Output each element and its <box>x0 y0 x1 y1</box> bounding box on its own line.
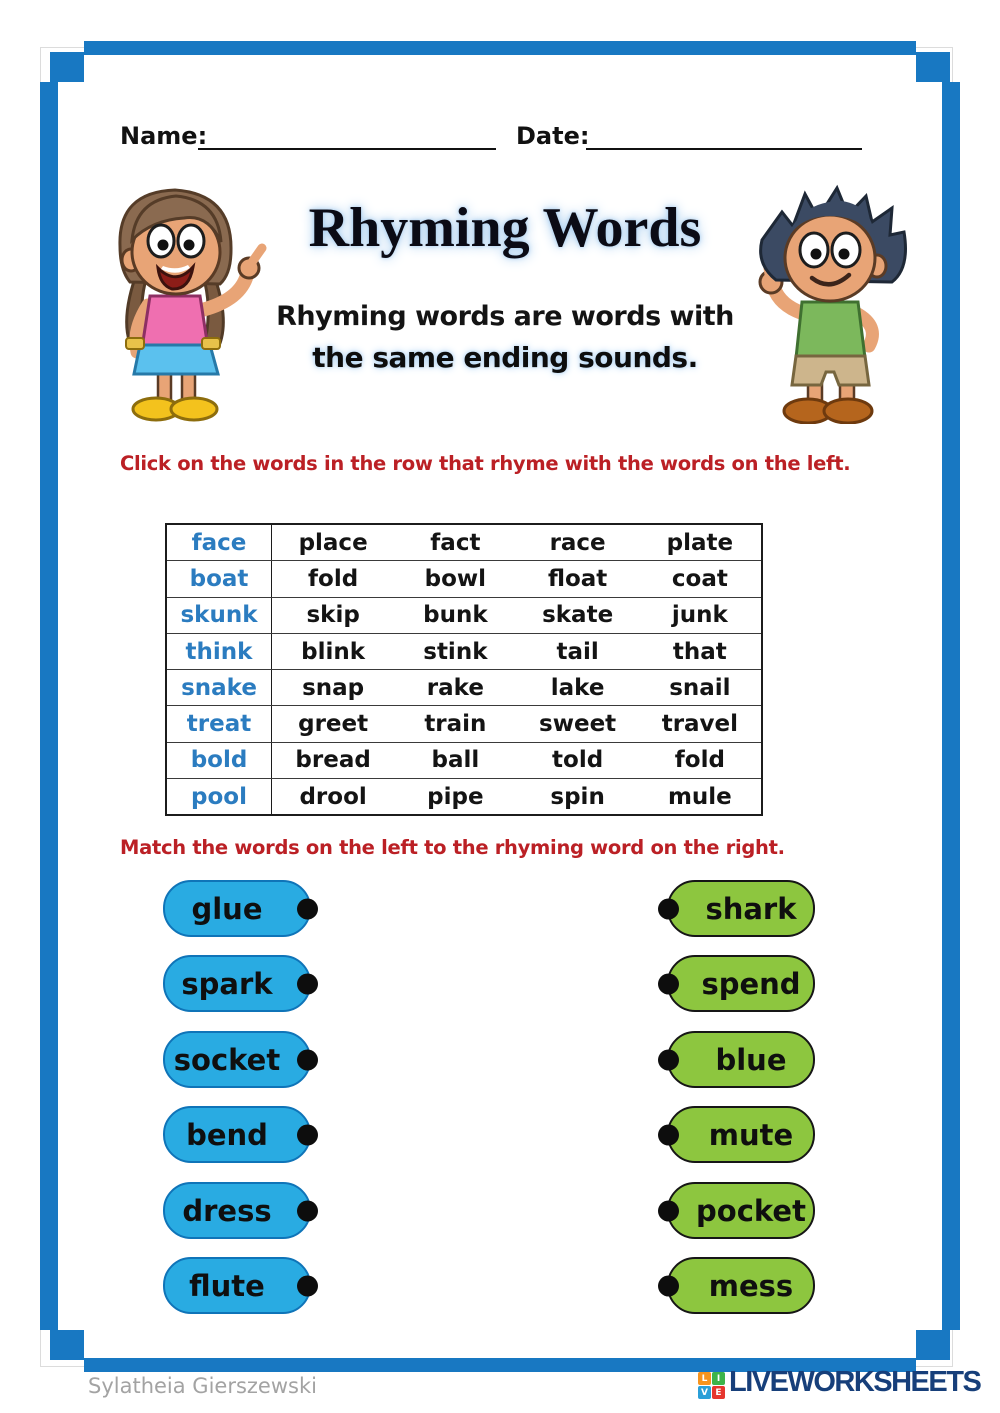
connector-dot[interactable] <box>297 1049 318 1070</box>
connector-dot[interactable] <box>658 1049 679 1070</box>
connector-dot[interactable] <box>297 1275 318 1296</box>
match-left-word: dress <box>182 1193 272 1228</box>
subtitle-line-2: the same ending sounds. <box>312 341 698 374</box>
match-left-pill[interactable] <box>163 1257 311 1314</box>
match-left-pill[interactable] <box>163 1182 311 1239</box>
rhyme-option[interactable]: place <box>298 529 368 556</box>
date-label: Date: <box>516 122 590 150</box>
match-left-pill[interactable] <box>163 1031 311 1088</box>
rhyme-option[interactable]: told <box>552 747 604 774</box>
connector-dot[interactable] <box>297 973 318 994</box>
rhyme-option[interactable]: race <box>549 529 606 556</box>
rhyme-option[interactable]: tail <box>556 638 599 665</box>
date-blank-line[interactable] <box>586 120 862 150</box>
rhyme-option[interactable]: greet <box>298 711 369 738</box>
prompt-word: face <box>167 525 272 560</box>
table-row <box>167 742 761 778</box>
rhyme-option[interactable]: pipe <box>427 783 484 810</box>
match-left-pill[interactable] <box>163 880 311 937</box>
match-right-word: mute <box>708 1117 794 1152</box>
match-right-word: mess <box>708 1268 794 1303</box>
rhyme-option[interactable]: plate <box>666 529 734 556</box>
match-right-pill[interactable] <box>667 1257 815 1314</box>
logo-letter: I <box>712 1372 725 1385</box>
match-right-word: spend <box>701 966 801 1001</box>
connector-dot[interactable] <box>297 1200 318 1221</box>
frame-step-top-left <box>50 52 84 82</box>
match-right-word: pocket <box>696 1193 806 1228</box>
page-title: Rhyming Words <box>308 197 702 259</box>
table-row <box>167 778 761 814</box>
rhyme-option[interactable]: junk <box>671 602 728 629</box>
prompt-word: pool <box>167 779 272 814</box>
rhyme-option[interactable]: spin <box>550 783 605 810</box>
exercise2-instruction: Match the words on the left to the rhyming word on the right. <box>120 836 785 859</box>
rhyme-option[interactable]: bread <box>295 747 371 774</box>
rhyme-option[interactable]: snap <box>302 674 365 701</box>
match-left-word: glue <box>191 891 263 926</box>
liveworksheets-logo-icon <box>698 1372 726 1400</box>
match-right-word: blue <box>715 1042 787 1077</box>
subtitle-line-1: Rhyming words are words with <box>276 301 734 332</box>
connector-dot[interactable] <box>297 898 318 919</box>
rhyme-option[interactable]: snail <box>669 674 731 701</box>
frame-top-bar <box>84 41 916 55</box>
logo-letter: L <box>698 1372 711 1385</box>
match-left-word: spark <box>181 966 273 1001</box>
connector-dot[interactable] <box>297 1124 318 1145</box>
rhyme-option[interactable]: drool <box>299 783 367 810</box>
rhyme-option[interactable]: skip <box>306 602 360 629</box>
prompt-word: boat <box>167 561 272 596</box>
match-left-word: bend <box>186 1117 268 1152</box>
prompt-word: snake <box>167 670 272 705</box>
rhyme-option[interactable]: fold <box>308 565 359 592</box>
prompt-word: bold <box>167 743 272 778</box>
frame-left-bar <box>40 82 58 1330</box>
rhyme-option[interactable]: fold <box>674 747 725 774</box>
rhyme-option[interactable]: bunk <box>423 602 488 629</box>
connector-dot[interactable] <box>658 973 679 994</box>
prompt-word: treat <box>167 706 272 741</box>
rhyme-option[interactable]: train <box>424 711 487 738</box>
frame-step-bottom-left <box>50 1330 84 1360</box>
rhyme-option[interactable]: coat <box>671 565 728 592</box>
match-right-pill[interactable] <box>667 1182 815 1239</box>
rhyme-option[interactable]: mule <box>667 783 732 810</box>
connector-dot[interactable] <box>658 1275 679 1296</box>
rhyme-option[interactable]: blink <box>301 638 366 665</box>
frame-right-bar <box>942 82 960 1330</box>
frame-step-bottom-right <box>916 1330 950 1360</box>
table-row <box>167 597 761 633</box>
prompt-word: think <box>167 634 272 669</box>
connector-dot[interactable] <box>658 898 679 919</box>
name-label: Name: <box>120 122 208 150</box>
name-blank-line[interactable] <box>198 120 496 150</box>
rhyme-option[interactable]: ball <box>431 747 480 774</box>
match-right-pill[interactable] <box>667 880 815 937</box>
rhyme-option[interactable]: fact <box>430 529 481 556</box>
table-row <box>167 633 761 669</box>
prompt-word: skunk <box>167 598 272 633</box>
table-row <box>167 705 761 741</box>
logo-letter: V <box>698 1386 711 1399</box>
match-right-pill[interactable] <box>667 955 815 1012</box>
connector-dot[interactable] <box>658 1200 679 1221</box>
connector-dot[interactable] <box>658 1124 679 1145</box>
match-right-pill[interactable] <box>667 1031 815 1088</box>
match-left-word: socket <box>173 1042 281 1077</box>
match-right-word: shark <box>705 891 797 926</box>
liveworksheets-wordmark: LIVEWORKSHEETS <box>729 1366 981 1398</box>
rhyme-option[interactable]: stink <box>423 638 488 665</box>
rhyme-option[interactable]: sweet <box>539 711 617 738</box>
rhyme-option[interactable]: that <box>672 638 727 665</box>
frame-step-top-right <box>916 52 950 82</box>
rhyme-option[interactable]: travel <box>661 711 739 738</box>
rhyme-option[interactable]: float <box>547 565 608 592</box>
match-right-pill[interactable] <box>667 1106 815 1163</box>
author-credit: Sylatheia Gierszewski <box>88 1374 317 1398</box>
rhyme-option[interactable]: bowl <box>424 565 487 592</box>
match-left-pill[interactable] <box>163 955 311 1012</box>
match-left-word: flute <box>189 1268 265 1303</box>
match-left-pill[interactable] <box>163 1106 311 1163</box>
rhyme-option[interactable]: lake <box>550 674 605 701</box>
boy-cartoon <box>742 178 918 424</box>
rhyme-option[interactable]: skate <box>542 602 614 629</box>
rhyme-option[interactable]: rake <box>426 674 484 701</box>
table-row <box>167 560 761 596</box>
rhyme-table <box>165 523 763 816</box>
logo-letter: E <box>712 1386 725 1399</box>
table-row <box>167 669 761 705</box>
table-row <box>167 525 761 560</box>
exercise1-instruction: Click on the words in the row that rhyme with the words on the left. <box>120 452 851 475</box>
